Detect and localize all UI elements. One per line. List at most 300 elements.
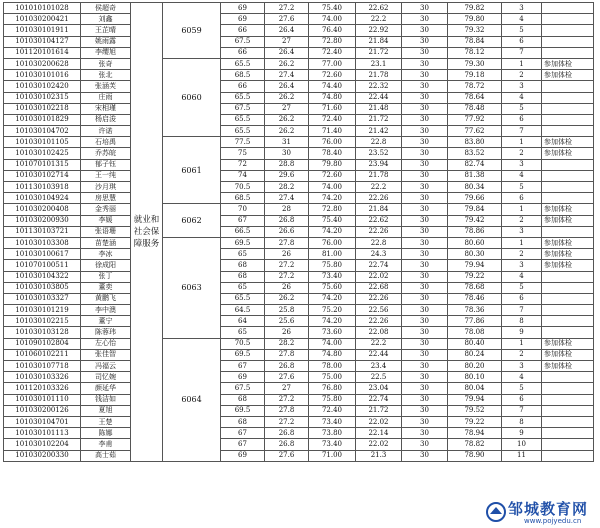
name-cell: 黄鹏飞 <box>81 293 131 304</box>
score-cell-d: 21.78 <box>356 70 402 81</box>
table-row <box>4 372 594 383</box>
exam-id-cell: 101030104924 <box>4 193 81 204</box>
table-row <box>4 293 594 304</box>
score-cell-b: 27 <box>265 103 309 114</box>
table-row <box>4 282 594 293</box>
score-cell-f: 79.94 <box>448 394 502 405</box>
exam-id-cell: 101030107718 <box>4 361 81 372</box>
table-row <box>4 405 594 416</box>
score-cell-f: 79.66 <box>448 193 502 204</box>
exam-id-cell: 101130103918 <box>4 182 81 193</box>
score-cell-rank: 1 <box>502 237 542 248</box>
score-cell-d: 21.72 <box>356 114 402 125</box>
score-cell-f: 79.18 <box>448 70 502 81</box>
table-row <box>4 81 594 92</box>
score-cell-b: 28.8 <box>265 159 309 170</box>
note-cell <box>542 14 594 25</box>
table-row <box>4 204 594 215</box>
post-code-cell: 6061 <box>163 137 221 204</box>
exam-id-cell: 101030102218 <box>4 103 81 114</box>
exam-id-cell: 101030102420 <box>4 81 81 92</box>
score-cell-b: 26.8 <box>265 428 309 439</box>
table-row <box>4 148 594 159</box>
note-cell <box>542 428 594 439</box>
exam-id-cell: 101120103326 <box>4 383 81 394</box>
note-cell <box>542 416 594 427</box>
score-cell-b: 27.2 <box>265 271 309 282</box>
score-cell-rank: 5 <box>502 282 542 293</box>
exam-id-cell: 101070100511 <box>4 260 81 271</box>
note-cell: 参加体检 <box>542 204 594 215</box>
score-cell-c: 75.60 <box>309 282 356 293</box>
score-cell-f: 79.52 <box>448 405 502 416</box>
score-cell-f: 79.22 <box>448 271 502 282</box>
score-cell-d: 23.4 <box>356 361 402 372</box>
score-cell-d: 21.72 <box>356 47 402 58</box>
name-cell: 许诺 <box>81 126 131 137</box>
score-cell-a: 69.5 <box>221 237 265 248</box>
note-cell: 参加体检 <box>542 70 594 81</box>
note-cell <box>542 293 594 304</box>
note-cell <box>542 3 594 14</box>
score-cell-e: 30 <box>402 439 448 450</box>
score-cell-rank: 6 <box>502 36 542 47</box>
score-cell-b: 27.8 <box>265 405 309 416</box>
exam-id-cell: 101030101911 <box>4 25 81 36</box>
score-cell-a: 70 <box>221 204 265 215</box>
score-cell-b: 27.2 <box>265 3 309 14</box>
score-cell-f: 78.12 <box>448 47 502 58</box>
score-cell-f: 79.80 <box>448 14 502 25</box>
score-cell-c: 73.40 <box>309 416 356 427</box>
score-cell-b: 27.4 <box>265 70 309 81</box>
exam-id-cell: 101030102204 <box>4 439 81 450</box>
score-cell-d: 23.52 <box>356 148 402 159</box>
score-cell-a: 75 <box>221 148 265 159</box>
table-row <box>4 159 594 170</box>
score-cell-rank: 1 <box>502 137 542 148</box>
score-cell-b: 25.6 <box>265 316 309 327</box>
exam-id-cell: 101030102315 <box>4 92 81 103</box>
score-cell-f: 78.68 <box>448 282 502 293</box>
post-code-cell: 6064 <box>163 338 221 461</box>
score-cell-b: 31 <box>265 137 309 148</box>
score-cell-a: 66 <box>221 25 265 36</box>
score-cell-rank: 3 <box>502 81 542 92</box>
exam-id-cell: 101030200421 <box>4 14 81 25</box>
score-cell-b: 26.2 <box>265 293 309 304</box>
score-cell-c: 75.40 <box>309 3 356 14</box>
score-cell-d: 23.94 <box>356 159 402 170</box>
name-cell: 刘鑫 <box>81 14 131 25</box>
exam-id-cell: 101030102714 <box>4 170 81 181</box>
score-cell-e: 30 <box>402 81 448 92</box>
score-cell-e: 30 <box>402 226 448 237</box>
note-cell: 参加体检 <box>542 249 594 260</box>
score-cell-f: 78.82 <box>448 439 502 450</box>
score-cell-b: 29.6 <box>265 170 309 181</box>
score-cell-d: 22.68 <box>356 282 402 293</box>
table-body <box>4 3 594 462</box>
score-cell-b: 26.4 <box>265 47 309 58</box>
score-cell-a: 68 <box>221 260 265 271</box>
note-cell <box>542 271 594 282</box>
exam-id-cell: 101030101113 <box>4 428 81 439</box>
note-cell <box>542 170 594 181</box>
name-cell: 房思慧 <box>81 193 131 204</box>
score-cell-d: 22.44 <box>356 92 402 103</box>
score-cell-e: 30 <box>402 405 448 416</box>
exam-id-cell: 101070101315 <box>4 159 81 170</box>
score-cell-c: 76.00 <box>309 137 356 148</box>
score-cell-d: 22.26 <box>356 316 402 327</box>
watermark <box>484 498 596 528</box>
score-cell-f: 80.34 <box>448 182 502 193</box>
score-cell-d: 22.74 <box>356 260 402 271</box>
name-cell: 王楚 <box>81 416 131 427</box>
score-cell-rank: 3 <box>502 3 542 14</box>
score-cell-d: 22.44 <box>356 349 402 360</box>
table-row <box>4 349 594 360</box>
post-code-cell: 6060 <box>163 58 221 136</box>
score-cell-c: 73.40 <box>309 271 356 282</box>
table-row <box>4 36 594 47</box>
exam-id-cell: 101030101110 <box>4 394 81 405</box>
score-cell-b: 27.2 <box>265 416 309 427</box>
score-cell-f: 77.62 <box>448 126 502 137</box>
score-cell-a: 64.5 <box>221 305 265 316</box>
score-cell-rank: 3 <box>502 159 542 170</box>
score-cell-d: 22.2 <box>356 182 402 193</box>
score-cell-e: 30 <box>402 137 448 148</box>
score-cell-c: 74.20 <box>309 193 356 204</box>
name-cell: 李缨旭 <box>81 47 131 58</box>
note-cell: 参加体检 <box>542 237 594 248</box>
score-cell-c: 74.20 <box>309 226 356 237</box>
table-row <box>4 271 594 282</box>
name-cell: 李冰 <box>81 249 131 260</box>
table-row <box>4 237 594 248</box>
score-cell-rank: 2 <box>502 70 542 81</box>
name-cell: 陈蓉玮 <box>81 327 131 338</box>
score-cell-rank: 3 <box>502 361 542 372</box>
score-cell-e: 30 <box>402 14 448 25</box>
score-cell-e: 30 <box>402 70 448 81</box>
score-cell-f: 79.82 <box>448 3 502 14</box>
note-cell: 参加体检 <box>542 361 594 372</box>
score-cell-b: 30 <box>265 148 309 159</box>
note-cell <box>542 372 594 383</box>
score-cell-f: 80.40 <box>448 338 502 349</box>
score-cell-c: 73.80 <box>309 428 356 439</box>
score-cell-a: 67 <box>221 361 265 372</box>
score-cell-d: 22.02 <box>356 271 402 282</box>
score-cell-e: 30 <box>402 316 448 327</box>
score-cell-b: 26.6 <box>265 226 309 237</box>
name-cell: 张奇 <box>81 58 131 69</box>
score-cell-a: 67 <box>221 428 265 439</box>
score-cell-d: 22.5 <box>356 372 402 383</box>
score-cell-b: 28.2 <box>265 338 309 349</box>
table-row <box>4 14 594 25</box>
score-cell-f: 83.52 <box>448 148 502 159</box>
score-cell-a: 68.5 <box>221 70 265 81</box>
score-cell-rank: 7 <box>502 126 542 137</box>
score-cell-c: 79.80 <box>309 159 356 170</box>
score-cell-b: 27.2 <box>265 394 309 405</box>
score-cell-f: 80.04 <box>448 383 502 394</box>
score-cell-c: 72.40 <box>309 405 356 416</box>
score-cell-a: 65 <box>221 249 265 260</box>
note-cell <box>542 182 594 193</box>
score-cell-b: 26.2 <box>265 114 309 125</box>
name-cell: 钱洁如 <box>81 394 131 405</box>
note-cell: 参加体检 <box>542 137 594 148</box>
score-cell-b: 27 <box>265 36 309 47</box>
table-row <box>4 114 594 125</box>
table-row <box>4 92 594 103</box>
score-cell-d: 22.02 <box>356 439 402 450</box>
score-cell-c: 71.40 <box>309 126 356 137</box>
exam-id-cell: 101030101016 <box>4 70 81 81</box>
table-row <box>4 193 594 204</box>
score-cell-a: 69.5 <box>221 349 265 360</box>
score-cell-rank: 5 <box>502 25 542 36</box>
table-row <box>4 25 594 36</box>
name-cell: 宋相瑾 <box>81 103 131 114</box>
name-cell: 乔苏皖 <box>81 148 131 159</box>
name-cell: 左心怡 <box>81 338 131 349</box>
score-cell-e: 30 <box>402 271 448 282</box>
score-cell-a: 67 <box>221 215 265 226</box>
score-cell-c: 71.00 <box>309 450 356 461</box>
score-cell-rank: 4 <box>502 92 542 103</box>
score-cell-a: 65.5 <box>221 114 265 125</box>
score-cell-rank: 2 <box>502 349 542 360</box>
name-cell: 苗楚涵 <box>81 237 131 248</box>
exam-id-cell: 101030100617 <box>4 249 81 260</box>
note-cell <box>542 450 594 461</box>
name-cell: 杨启浚 <box>81 114 131 125</box>
exam-id-cell: 101030103308 <box>4 237 81 248</box>
score-cell-e: 30 <box>402 249 448 260</box>
score-cell-c: 78.00 <box>309 361 356 372</box>
score-cell-rank: 6 <box>502 114 542 125</box>
score-cell-d: 22.26 <box>356 193 402 204</box>
score-cell-e: 30 <box>402 372 448 383</box>
score-cell-rank: 5 <box>502 383 542 394</box>
score-cell-c: 75.40 <box>309 215 356 226</box>
table-row <box>4 361 594 372</box>
score-cell-a: 72 <box>221 159 265 170</box>
name-cell: 夏旭 <box>81 405 131 416</box>
score-cell-rank: 6 <box>502 293 542 304</box>
score-cell-e: 30 <box>402 428 448 439</box>
table-row <box>4 428 594 439</box>
table-row <box>4 316 594 327</box>
score-cell-d: 22.08 <box>356 327 402 338</box>
score-cell-f: 77.86 <box>448 316 502 327</box>
table-row <box>4 226 594 237</box>
table-row <box>4 182 594 193</box>
score-cell-d: 22.2 <box>356 338 402 349</box>
score-cell-rank: 3 <box>502 260 542 271</box>
score-cell-f: 78.36 <box>448 305 502 316</box>
score-cell-rank: 6 <box>502 394 542 405</box>
table-row <box>4 305 594 316</box>
score-cell-c: 75.20 <box>309 305 356 316</box>
exam-id-cell: 101030103128 <box>4 327 81 338</box>
score-cell-d: 22.8 <box>356 137 402 148</box>
score-cell-rank: 5 <box>502 103 542 114</box>
exam-id-cell: 101030104702 <box>4 126 81 137</box>
score-cell-rank: 1 <box>502 338 542 349</box>
score-cell-c: 74.80 <box>309 92 356 103</box>
score-cell-f: 79.22 <box>448 416 502 427</box>
score-cell-b: 26 <box>265 282 309 293</box>
score-cell-b: 28 <box>265 204 309 215</box>
exam-id-cell: 101030200628 <box>4 58 81 69</box>
exam-id-cell: 101030200330 <box>4 450 81 461</box>
name-cell: 张丁 <box>81 271 131 282</box>
school-logo-icon <box>486 502 506 522</box>
note-cell <box>542 405 594 416</box>
score-cell-e: 30 <box>402 182 448 193</box>
note-cell <box>542 305 594 316</box>
score-cell-e: 30 <box>402 170 448 181</box>
table-row <box>4 394 594 405</box>
score-cell-a: 66 <box>221 47 265 58</box>
name-cell: 沙月琪 <box>81 182 131 193</box>
exam-id-cell: 101120101614 <box>4 47 81 58</box>
score-cell-b: 26 <box>265 249 309 260</box>
score-cell-e: 30 <box>402 237 448 248</box>
note-cell <box>542 81 594 92</box>
watermark-title: 邹城教育网 <box>508 500 589 518</box>
note-cell: 参加体检 <box>542 260 594 271</box>
note-cell <box>542 126 594 137</box>
score-cell-b: 26.2 <box>265 58 309 69</box>
note-cell <box>542 25 594 36</box>
score-cell-e: 30 <box>402 416 448 427</box>
name-cell: 徐成阳 <box>81 260 131 271</box>
score-table <box>3 2 594 462</box>
score-cell-f: 79.32 <box>448 25 502 36</box>
name-cell: 李中澳 <box>81 305 131 316</box>
note-cell <box>542 394 594 405</box>
score-cell-c: 74.40 <box>309 81 356 92</box>
score-cell-f: 78.46 <box>448 293 502 304</box>
score-cell-a: 66 <box>221 81 265 92</box>
table-row <box>4 47 594 58</box>
score-cell-f: 80.20 <box>448 361 502 372</box>
score-cell-e: 30 <box>402 204 448 215</box>
score-cell-a: 64 <box>221 316 265 327</box>
score-cell-e: 30 <box>402 159 448 170</box>
score-cell-e: 30 <box>402 383 448 394</box>
exam-id-cell: 101030200126 <box>4 405 81 416</box>
table-row <box>4 215 594 226</box>
score-cell-d: 21.78 <box>356 170 402 181</box>
table-row <box>4 70 594 81</box>
score-cell-d: 22.74 <box>356 394 402 405</box>
score-cell-d: 22.26 <box>356 293 402 304</box>
score-cell-f: 80.24 <box>448 349 502 360</box>
score-cell-rank: 2 <box>502 249 542 260</box>
watermark-url: www.pojyedu.cn <box>524 517 582 525</box>
name-cell: 郁子钰 <box>81 159 131 170</box>
score-cell-c: 76.80 <box>309 383 356 394</box>
note-cell <box>542 282 594 293</box>
score-cell-rank: 9 <box>502 327 542 338</box>
score-cell-e: 30 <box>402 103 448 114</box>
score-cell-c: 71.60 <box>309 103 356 114</box>
note-cell <box>542 92 594 103</box>
exam-id-cell: 101030104322 <box>4 271 81 282</box>
note-cell: 参加体检 <box>542 148 594 159</box>
score-cell-d: 22.14 <box>356 428 402 439</box>
score-cell-c: 81.00 <box>309 249 356 260</box>
score-cell-e: 30 <box>402 92 448 103</box>
score-cell-e: 30 <box>402 36 448 47</box>
score-cell-b: 27.8 <box>265 349 309 360</box>
score-cell-a: 67.5 <box>221 36 265 47</box>
score-cell-e: 30 <box>402 305 448 316</box>
score-cell-b: 27.6 <box>265 450 309 461</box>
department-cell: 就业和社会保障服务 <box>131 3 163 462</box>
score-cell-e: 30 <box>402 3 448 14</box>
score-cell-e: 30 <box>402 349 448 360</box>
score-cell-f: 78.08 <box>448 327 502 338</box>
score-cell-d: 22.32 <box>356 81 402 92</box>
score-cell-e: 30 <box>402 215 448 226</box>
score-cell-f: 79.42 <box>448 215 502 226</box>
score-cell-e: 30 <box>402 260 448 271</box>
score-cell-rank: 7 <box>502 47 542 58</box>
score-cell-f: 78.72 <box>448 81 502 92</box>
score-cell-b: 26.8 <box>265 215 309 226</box>
table-row <box>4 3 594 14</box>
exam-id-cell: 101030103327 <box>4 293 81 304</box>
score-cell-b: 26.4 <box>265 25 309 36</box>
score-cell-f: 80.30 <box>448 249 502 260</box>
note-cell <box>542 36 594 47</box>
score-cell-c: 75.00 <box>309 372 356 383</box>
score-cell-d: 24.3 <box>356 249 402 260</box>
note-cell: 参加体检 <box>542 58 594 69</box>
name-cell: 张语珊 <box>81 226 131 237</box>
note-cell: 参加体检 <box>542 349 594 360</box>
score-cell-d: 23.04 <box>356 383 402 394</box>
table-row <box>4 103 594 114</box>
table-row <box>4 58 594 69</box>
score-cell-a: 68 <box>221 394 265 405</box>
name-cell: 李甫 <box>81 439 131 450</box>
score-cell-e: 30 <box>402 193 448 204</box>
note-cell: 参加体检 <box>542 215 594 226</box>
note-cell <box>542 103 594 114</box>
score-cell-e: 30 <box>402 327 448 338</box>
post-code-cell: 6062 <box>163 204 221 238</box>
score-cell-a: 68.5 <box>221 193 265 204</box>
score-cell-a: 77.5 <box>221 137 265 148</box>
note-cell <box>542 316 594 327</box>
score-cell-c: 74.20 <box>309 293 356 304</box>
table-row <box>4 450 594 461</box>
score-cell-rank: 7 <box>502 405 542 416</box>
exam-id-cell: 101030102215 <box>4 316 81 327</box>
score-cell-c: 72.60 <box>309 70 356 81</box>
